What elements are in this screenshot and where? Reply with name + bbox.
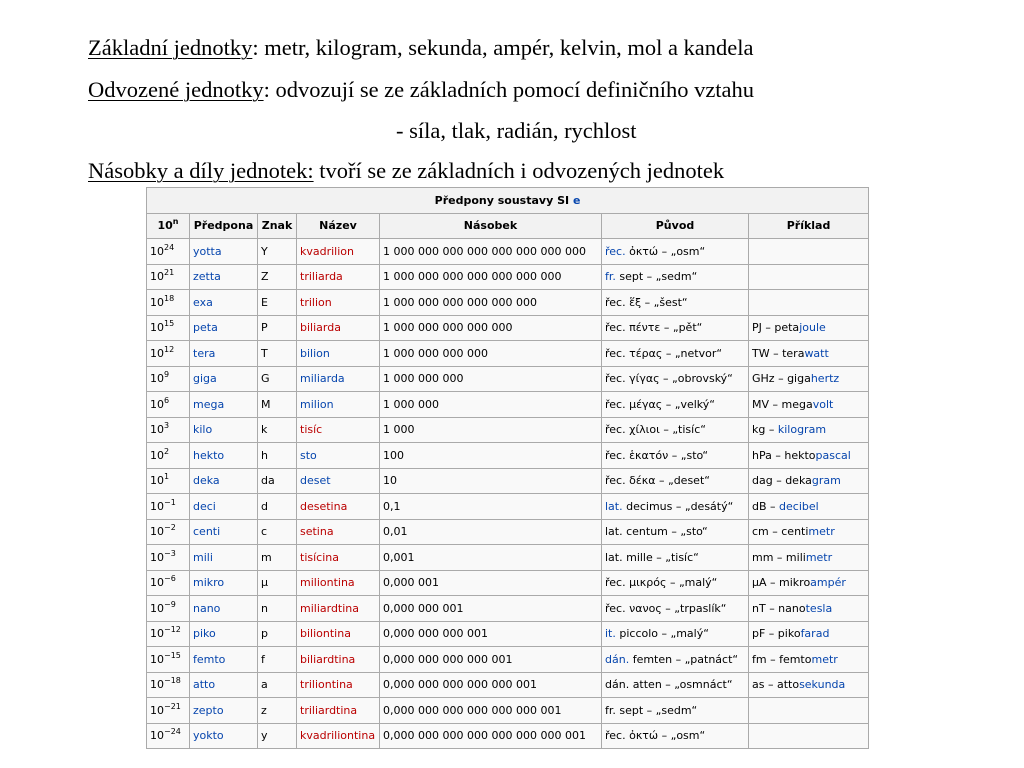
- prefix-link[interactable]: mikro: [193, 576, 225, 590]
- name-link[interactable]: kvadriliontina: [300, 729, 376, 743]
- si-prefix-table-wrapper: [146, 187, 868, 749]
- name-link[interactable]: trilion: [300, 295, 332, 309]
- name-link[interactable]: kvadrilion: [300, 244, 354, 258]
- example-unit-link[interactable]: ampér: [810, 576, 846, 590]
- cell-symbol: da: [258, 468, 297, 494]
- col-header-origin: Původ: [602, 213, 749, 239]
- cell-origin: [602, 621, 749, 647]
- origin-text: řec. νανος – „trpaslík“: [605, 601, 727, 615]
- cell-exponent: $10^{-2}$: [147, 519, 190, 545]
- example-text: kg –: [752, 423, 778, 437]
- origin-text: ὀκτώ – „osm“: [625, 244, 706, 258]
- origin-text: řec. μέγας – „velký“: [605, 397, 715, 411]
- cell-origin: [602, 647, 749, 673]
- origin-language-link[interactable]: lat.: [605, 499, 623, 513]
- example-text: dB –: [752, 499, 780, 513]
- cell-prefix: [190, 366, 258, 392]
- cell-example: [749, 519, 869, 545]
- cell-example: [749, 698, 869, 724]
- cell-multiple: 0,000 000 000 001: [380, 621, 602, 647]
- cell-prefix: [190, 443, 258, 469]
- table-row: [147, 264, 869, 290]
- cell-origin: [602, 723, 749, 749]
- example-unit-link[interactable]: metr: [808, 525, 835, 539]
- example-text: GHz – giga: [752, 372, 811, 386]
- table-title: [147, 188, 869, 214]
- cell-origin: [602, 468, 749, 494]
- prefix-link[interactable]: yotta: [193, 244, 222, 258]
- name-link[interactable]: triliarda: [300, 270, 343, 284]
- table-header-row: [147, 213, 869, 239]
- cell-exponent: $10^{-18}$: [147, 672, 190, 698]
- name-link[interactable]: biliarda: [300, 321, 341, 335]
- origin-text: lat. centum – „sto“: [605, 525, 708, 539]
- name-link[interactable]: tisíc: [300, 423, 323, 437]
- origin-text: lat. mille – „tisíc“: [605, 550, 699, 564]
- col-header-example: Příklad: [749, 213, 869, 239]
- cell-symbol: n: [258, 596, 297, 622]
- cell-exponent: $10^{12}$: [147, 341, 190, 367]
- cell-exponent: $10^1$: [147, 468, 190, 494]
- cell-exponent: $10^{-15}$: [147, 647, 190, 673]
- col-header-exponent: 10$^n$: [147, 213, 190, 239]
- table-row: [147, 392, 869, 418]
- cell-symbol: f: [258, 647, 297, 673]
- example-text: hPa – hekto: [752, 448, 816, 462]
- origin-text: femten – „patnáct“: [629, 652, 739, 666]
- line-derived-units: [88, 77, 754, 103]
- cell-name: [297, 341, 380, 367]
- cell-origin: [602, 239, 749, 265]
- example-text: fm – femto: [752, 652, 812, 666]
- table-row: [147, 698, 869, 724]
- origin-text: řec. ἑκατόν – „sto“: [605, 448, 709, 462]
- origin-language-link[interactable]: fr.: [605, 270, 616, 284]
- cell-symbol: d: [258, 494, 297, 520]
- cell-origin: [602, 519, 749, 545]
- cell-multiple: 1 000 000 000 000 000 000 000 000: [380, 239, 602, 265]
- cell-exponent: $10^{-24}$: [147, 723, 190, 749]
- cell-multiple: 0,001: [380, 545, 602, 571]
- table-row: [147, 341, 869, 367]
- example-text: pF – piko: [752, 627, 801, 641]
- prefix-link[interactable]: mili: [193, 550, 213, 564]
- origin-text: řec. χίλιοι – „tisíc“: [605, 423, 706, 437]
- cell-multiple: 0,000 000 001: [380, 596, 602, 622]
- table-row: [147, 545, 869, 571]
- cell-example: [749, 264, 869, 290]
- cell-example: [749, 443, 869, 469]
- cell-exponent: $10^{-1}$: [147, 494, 190, 520]
- cell-prefix: [190, 672, 258, 698]
- cell-example: [749, 723, 869, 749]
- line-multiples: [88, 158, 724, 184]
- cell-prefix: [190, 341, 258, 367]
- cell-prefix: [190, 315, 258, 341]
- cell-multiple: 1 000 000 000 000 000 000: [380, 290, 602, 316]
- cell-name: [297, 239, 380, 265]
- cell-name: [297, 723, 380, 749]
- term-derived-units: Odvozené jednotky: [88, 77, 264, 102]
- cell-symbol: Z: [258, 264, 297, 290]
- cell-exponent: $10^2$: [147, 443, 190, 469]
- example-unit-link[interactable]: tesla: [805, 601, 833, 615]
- cell-symbol: p: [258, 621, 297, 647]
- cell-symbol: E: [258, 290, 297, 316]
- cell-name: [297, 366, 380, 392]
- prefix-link[interactable]: giga: [193, 372, 217, 386]
- prefix-link[interactable]: zetta: [193, 270, 221, 284]
- prefix-link[interactable]: atto: [193, 678, 216, 692]
- table-row: [147, 570, 869, 596]
- prefix-link[interactable]: piko: [193, 627, 216, 641]
- cell-origin: [602, 341, 749, 367]
- cell-example: [749, 239, 869, 265]
- origin-text: dán. atten – „osmnáct“: [605, 678, 733, 692]
- cell-exponent: $10^{18}$: [147, 290, 190, 316]
- cell-example: [749, 545, 869, 571]
- table-row: [147, 723, 869, 749]
- cell-multiple: 0,000 001: [380, 570, 602, 596]
- col-header-symbol: Znak: [258, 213, 297, 239]
- origin-text: řec. πέντε – „pět“: [605, 321, 703, 335]
- table-row: [147, 366, 869, 392]
- prefix-link[interactable]: femto: [193, 652, 226, 666]
- prefix-link[interactable]: zepto: [193, 703, 224, 717]
- cell-origin: [602, 545, 749, 571]
- cell-symbol: M: [258, 392, 297, 418]
- cell-multiple: 0,01: [380, 519, 602, 545]
- example-unit-link[interactable]: farad: [800, 627, 830, 641]
- cell-example: [749, 417, 869, 443]
- example-unit-link[interactable]: joule: [799, 321, 826, 335]
- example-unit-link[interactable]: volt: [812, 397, 834, 411]
- table-row: [147, 443, 869, 469]
- name-link[interactable]: sto: [300, 448, 317, 462]
- cell-multiple: 1 000 000 000 000 000: [380, 315, 602, 341]
- cell-origin: [602, 698, 749, 724]
- cell-example: [749, 468, 869, 494]
- origin-text: fr. sept – „sedm“: [605, 703, 698, 717]
- cell-multiple: 0,000 000 000 000 001: [380, 647, 602, 673]
- example-text: MV – mega: [752, 397, 813, 411]
- cell-symbol: P: [258, 315, 297, 341]
- prefix-link[interactable]: deka: [193, 474, 220, 488]
- cell-example: [749, 315, 869, 341]
- cell-example: [749, 494, 869, 520]
- cell-prefix: [190, 519, 258, 545]
- cell-symbol: k: [258, 417, 297, 443]
- cell-multiple: 10: [380, 468, 602, 494]
- name-link[interactable]: milion: [300, 397, 334, 411]
- cell-exponent: $10^{-12}$: [147, 621, 190, 647]
- cell-example: [749, 647, 869, 673]
- example-unit-link[interactable]: watt: [804, 346, 829, 360]
- prefix-link[interactable]: tera: [193, 346, 216, 360]
- cell-origin: [602, 366, 749, 392]
- name-link[interactable]: biliardtina: [300, 652, 356, 666]
- cell-origin: [602, 443, 749, 469]
- cell-multiple: 1 000 000 000 000 000 000 000: [380, 264, 602, 290]
- cell-multiple: 1 000 000: [380, 392, 602, 418]
- cell-origin: [602, 264, 749, 290]
- table-row: [147, 290, 869, 316]
- cell-name: [297, 392, 380, 418]
- name-link[interactable]: tisícina: [300, 550, 339, 564]
- term-multiples: Násobky a díly jednotek:: [88, 158, 314, 183]
- prefix-link[interactable]: centi: [193, 525, 221, 539]
- cell-exponent: $10^{-21}$: [147, 698, 190, 724]
- cell-name: [297, 264, 380, 290]
- example-unit-link[interactable]: gram: [811, 474, 841, 488]
- table-row: [147, 672, 869, 698]
- cell-origin: [602, 672, 749, 698]
- cell-origin: [602, 290, 749, 316]
- name-link[interactable]: miliardtina: [300, 601, 360, 615]
- prefix-link[interactable]: kilo: [193, 423, 213, 437]
- cell-prefix: [190, 494, 258, 520]
- origin-language-link[interactable]: dán.: [605, 652, 630, 666]
- name-link[interactable]: biliontina: [300, 627, 351, 641]
- example-text: nT – nano: [752, 601, 806, 615]
- origin-language-link[interactable]: řec.: [605, 244, 626, 258]
- col-header-name: Název: [297, 213, 380, 239]
- si-prefix-table: [146, 187, 869, 749]
- cell-multiple: 1 000 000 000: [380, 366, 602, 392]
- derived-examples: - síla, tlak, radián, rychlost: [396, 118, 637, 143]
- cell-exponent: $10^{-3}$: [147, 545, 190, 571]
- cell-multiple: 100: [380, 443, 602, 469]
- origin-text: řec. δέκα – „deset“: [605, 474, 710, 488]
- cell-prefix: [190, 417, 258, 443]
- example-text: dag – deka: [752, 474, 812, 488]
- cell-example: [749, 392, 869, 418]
- cell-exponent: $10^9$: [147, 366, 190, 392]
- cell-name: [297, 672, 380, 698]
- cell-name: [297, 621, 380, 647]
- cell-multiple: 1 000 000 000 000: [380, 341, 602, 367]
- cell-prefix: [190, 723, 258, 749]
- cell-origin: [602, 315, 749, 341]
- cell-symbol: T: [258, 341, 297, 367]
- cell-prefix: [190, 545, 258, 571]
- prefix-link[interactable]: yokto: [193, 729, 224, 743]
- table-row: [147, 239, 869, 265]
- cell-symbol: h: [258, 443, 297, 469]
- cell-exponent: $10^{24}$: [147, 239, 190, 265]
- cell-origin: [602, 417, 749, 443]
- cell-multiple: 0,000 000 000 000 000 000 001: [380, 698, 602, 724]
- cell-prefix: [190, 647, 258, 673]
- cell-exponent: $10^{-9}$: [147, 596, 190, 622]
- term-base-units: Základní jednotky: [88, 35, 253, 60]
- cell-exponent: $10^3$: [147, 417, 190, 443]
- cell-prefix: [190, 596, 258, 622]
- table-row: [147, 647, 869, 673]
- derived-units-text: : odvozují se ze základních pomocí definičního vztahu: [263, 77, 755, 102]
- cell-name: [297, 519, 380, 545]
- cell-example: [749, 341, 869, 367]
- cell-exponent: $10^6$: [147, 392, 190, 418]
- cell-multiple: 1 000: [380, 417, 602, 443]
- cell-exponent: $10^{15}$: [147, 315, 190, 341]
- name-link[interactable]: miliontina: [300, 576, 355, 590]
- prefix-link[interactable]: hekto: [193, 448, 225, 462]
- example-unit-link[interactable]: decibel: [779, 499, 819, 513]
- cell-example: [749, 290, 869, 316]
- cell-symbol: Y: [258, 239, 297, 265]
- cell-name: [297, 545, 380, 571]
- origin-text: řec. μικρός – „malý“: [605, 576, 718, 590]
- cell-symbol: a: [258, 672, 297, 698]
- table-title-edit-link[interactable]: e: [572, 193, 581, 207]
- prefix-link[interactable]: deci: [193, 499, 216, 513]
- example-unit-link[interactable]: hertz: [810, 372, 840, 386]
- example-unit-link[interactable]: metr: [811, 652, 838, 666]
- table-row: [147, 417, 869, 443]
- origin-text: řec. ἕξ – „šest“: [605, 295, 688, 309]
- example-unit-link[interactable]: metr: [805, 550, 833, 564]
- col-header-multiple: Násobek: [380, 213, 602, 239]
- example-text: cm – centi: [752, 525, 809, 539]
- cell-example: [749, 672, 869, 698]
- name-link[interactable]: deset: [300, 474, 331, 488]
- cell-origin: [602, 570, 749, 596]
- cell-multiple: 0,000 000 000 000 000 000 000 001: [380, 723, 602, 749]
- origin-text: decimus – „desátý“: [622, 499, 734, 513]
- name-link[interactable]: triliardtina: [300, 703, 358, 717]
- name-link[interactable]: setina: [300, 525, 334, 539]
- origin-text: piccolo – „malý“: [615, 627, 709, 641]
- example-text: TW – tera: [752, 346, 805, 360]
- cell-name: [297, 290, 380, 316]
- cell-origin: [602, 494, 749, 520]
- table-row: [147, 519, 869, 545]
- table-row: [147, 494, 869, 520]
- table-row: [147, 468, 869, 494]
- cell-prefix: [190, 570, 258, 596]
- multiples-text: tvoří se ze základních i odvozených jednotek: [313, 158, 725, 183]
- cell-origin: [602, 392, 749, 418]
- example-text: μA – mikro: [752, 576, 811, 590]
- cell-name: [297, 494, 380, 520]
- table-row: [147, 596, 869, 622]
- cell-name: [297, 596, 380, 622]
- cell-name: [297, 698, 380, 724]
- prefix-link[interactable]: peta: [193, 321, 218, 335]
- cell-prefix: [190, 239, 258, 265]
- example-unit-link[interactable]: sekunda: [799, 678, 846, 692]
- cell-example: [749, 366, 869, 392]
- prefix-link[interactable]: nano: [193, 601, 221, 615]
- prefix-link[interactable]: mega: [193, 397, 225, 411]
- table-title-text: Předpony soustavy SI: [434, 193, 570, 207]
- cell-exponent: $10^{-6}$: [147, 570, 190, 596]
- cell-origin: [602, 596, 749, 622]
- origin-text: řec. γίγας – „obrovský“: [605, 372, 733, 386]
- cell-symbol: y: [258, 723, 297, 749]
- name-link[interactable]: bilion: [300, 346, 330, 360]
- cell-prefix: [190, 698, 258, 724]
- cell-prefix: [190, 290, 258, 316]
- cell-symbol: m: [258, 545, 297, 571]
- cell-multiple: 0,000 000 000 000 000 001: [380, 672, 602, 698]
- cell-multiple: 0,1: [380, 494, 602, 520]
- cell-name: [297, 417, 380, 443]
- cell-name: [297, 570, 380, 596]
- cell-example: [749, 570, 869, 596]
- origin-text: řec. τέρας – „netvor“: [605, 346, 723, 360]
- example-unit-link[interactable]: kilogram: [777, 423, 827, 437]
- base-units-text: : metr, kilogram, sekunda, ampér, kelvin, mol a kandela: [252, 35, 754, 60]
- cell-symbol: c: [258, 519, 297, 545]
- example-text: PJ – peta: [752, 321, 800, 335]
- name-link[interactable]: triliontina: [300, 678, 353, 692]
- name-link[interactable]: miliarda: [300, 372, 345, 386]
- prefix-link[interactable]: exa: [193, 295, 213, 309]
- origin-text: sept – „sedm“: [615, 270, 698, 284]
- name-link[interactable]: desetina: [300, 499, 348, 513]
- cell-symbol: G: [258, 366, 297, 392]
- cell-example: [749, 596, 869, 622]
- table-row: [147, 621, 869, 647]
- cell-name: [297, 468, 380, 494]
- cell-example: [749, 621, 869, 647]
- cell-symbol: z: [258, 698, 297, 724]
- cell-name: [297, 647, 380, 673]
- cell-prefix: [190, 621, 258, 647]
- origin-language-link[interactable]: it.: [605, 627, 616, 641]
- cell-symbol: μ: [258, 570, 297, 596]
- col-header-prefix: Předpona: [190, 213, 258, 239]
- example-text: mm – mili: [752, 550, 806, 564]
- cell-exponent: $10^{21}$: [147, 264, 190, 290]
- example-text: as – atto: [752, 678, 800, 692]
- cell-prefix: [190, 468, 258, 494]
- line-base-units: [88, 35, 754, 61]
- example-unit-link[interactable]: pascal: [815, 448, 851, 462]
- table-row: [147, 315, 869, 341]
- cell-name: [297, 443, 380, 469]
- cell-prefix: [190, 392, 258, 418]
- origin-text: řec. ὀκτώ – „osm“: [605, 729, 706, 743]
- cell-prefix: [190, 264, 258, 290]
- cell-name: [297, 315, 380, 341]
